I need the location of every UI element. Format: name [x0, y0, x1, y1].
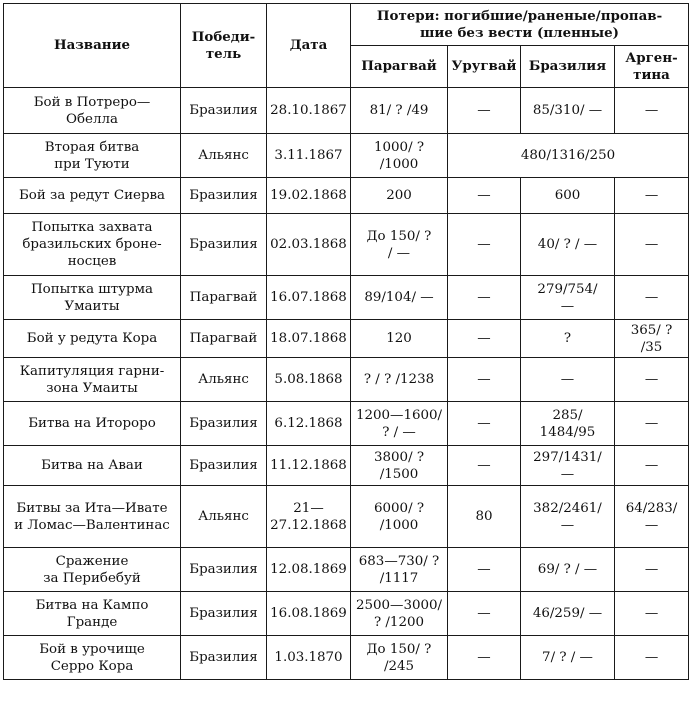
cell-date-line: 02.03.1868	[270, 237, 347, 252]
cell-uruguay-line: —	[477, 458, 491, 473]
cell-paraguay	[351, 178, 448, 214]
cell-argentina	[615, 592, 689, 636]
cell-uruguay	[448, 446, 521, 486]
cell-brazil	[521, 486, 615, 548]
cell-uruguay	[448, 486, 521, 548]
table-row	[4, 446, 689, 486]
cell-uruguay-line: —	[477, 372, 491, 387]
cell-paraguay-line: До 150/ ?	[366, 641, 432, 657]
cell-paraguay-line: ? / —	[382, 424, 416, 440]
cell-brazil	[521, 446, 615, 486]
cell-date	[267, 402, 351, 446]
table-row	[4, 402, 689, 446]
cell-name-line: Вторая битва	[44, 139, 140, 155]
cell-winner: Бразилия	[181, 446, 267, 486]
cell-brazil	[521, 592, 615, 636]
cell-name-line: при Туюти	[54, 156, 130, 172]
cell-name-line: Бой у редута Кора	[26, 331, 158, 346]
table-row	[4, 486, 689, 548]
cell-brazil	[521, 214, 615, 276]
cell-uruguay	[448, 320, 521, 358]
cell-brazil	[521, 276, 615, 320]
cell-brazil	[521, 358, 615, 402]
cell-brazil	[521, 636, 615, 680]
cell-name-line: за Перибебуй	[43, 570, 141, 586]
cell-uruguay-line: —	[477, 331, 491, 346]
cell-paraguay-line: 120	[386, 331, 412, 346]
cell-uruguay-line: —	[477, 188, 491, 203]
cell-date	[267, 178, 351, 214]
document-page	[3, 3, 689, 680]
cell-brazil-line: 279/754/	[537, 281, 598, 297]
cell-brazil	[521, 178, 615, 214]
cell-date	[267, 134, 351, 178]
cell-uruguay-line: —	[477, 562, 491, 577]
cell-name-line: Битвы за Ита—Ивате	[16, 500, 168, 516]
header-winner-line: тель	[205, 45, 242, 62]
cell-argentina-line: —	[644, 416, 659, 431]
cell-paraguay-line: 81/ ? /49	[369, 103, 429, 118]
cell-argentina	[615, 636, 689, 680]
cell-winner: Альянс	[181, 134, 267, 178]
cell-brazil-line: 285/	[552, 407, 583, 423]
cell-paraguay-line: 1200—1600/	[355, 407, 443, 423]
cell-uruguay	[448, 276, 521, 320]
cell-name	[4, 320, 181, 358]
cell-paraguay	[351, 358, 448, 402]
cell-date-line: 28.10.1867	[270, 103, 347, 118]
cell-date	[267, 446, 351, 486]
cell-date	[267, 548, 351, 592]
header-winner	[181, 4, 267, 88]
cell-brazil-line: 382/2461/	[533, 500, 602, 516]
cell-argentina-line: 64/283/	[625, 500, 678, 516]
table-row	[4, 134, 689, 178]
cell-brazil-line: —	[560, 298, 575, 314]
cell-date	[267, 358, 351, 402]
cell-winner: Бразилия	[181, 214, 267, 276]
cell-name-line: Гранде	[66, 614, 118, 630]
table-row	[4, 320, 689, 358]
cell-uruguay-line: —	[477, 290, 491, 305]
cell-name	[4, 178, 181, 214]
cell-date	[267, 592, 351, 636]
cell-name-line: Битва на Кампо	[35, 597, 149, 613]
cell-name-line: Капитуляция гарни-	[19, 363, 165, 379]
cell-paraguay	[351, 446, 448, 486]
cell-brazil	[521, 320, 615, 358]
cell-argentina	[615, 402, 689, 446]
cell-name	[4, 214, 181, 276]
cell-paraguay	[351, 214, 448, 276]
table-row	[4, 548, 689, 592]
cell-paraguay-line: 2500—3000/	[355, 597, 443, 613]
cell-date-line: 6.12.1868	[274, 416, 343, 431]
cell-name-line: носцев	[67, 254, 117, 269]
cell-uruguay	[448, 214, 521, 276]
table-row	[4, 178, 689, 214]
cell-date	[267, 486, 351, 548]
cell-date-line: 19.02.1868	[270, 188, 347, 203]
cell-date	[267, 636, 351, 680]
cell-name-line: Битва на Аваи	[41, 458, 143, 473]
cell-date-line: 21—	[293, 500, 324, 516]
header-argentina	[615, 46, 689, 88]
cell-winner: Бразилия	[181, 592, 267, 636]
cell-winner: Бразилия	[181, 402, 267, 446]
cell-argentina-line: —	[644, 237, 659, 252]
cell-argentina-line: —	[644, 290, 659, 305]
cell-date	[267, 276, 351, 320]
cell-paraguay-line: /1117	[379, 570, 419, 586]
header-date: Дата	[267, 4, 351, 88]
cell-date	[267, 214, 351, 276]
cell-brazil-line: —	[560, 466, 575, 482]
cell-brazil-line: —	[560, 517, 575, 533]
cell-brazil-line: ?	[563, 331, 572, 346]
cell-argentina	[615, 446, 689, 486]
cell-uruguay	[448, 592, 521, 636]
cell-argentina	[615, 320, 689, 358]
cell-name	[4, 636, 181, 680]
cell-name-line: Бой в урочище	[39, 641, 145, 657]
cell-brazil-line: 600	[554, 188, 581, 203]
cell-paraguay-line: /245	[383, 658, 415, 674]
cell-paraguay-line: /1500	[379, 466, 419, 482]
header-paraguay: Парагвай	[351, 46, 448, 88]
cell-winner: Альянс	[181, 486, 267, 548]
header-winner-line: Победи-	[191, 28, 256, 45]
cell-paraguay	[351, 636, 448, 680]
cell-name	[4, 592, 181, 636]
cell-argentina-line: —	[644, 650, 659, 665]
cell-argentina	[615, 178, 689, 214]
cell-name	[4, 402, 181, 446]
cell-brazil-line: 69/ ? / —	[537, 562, 598, 577]
cell-name-line: Бой в Потреро—	[33, 94, 151, 110]
table-row	[4, 636, 689, 680]
cell-paraguay-line: 683—730/ ?	[358, 553, 440, 569]
cell-paraguay	[351, 592, 448, 636]
cell-argentina-line: —	[644, 188, 659, 203]
cell-date-line: 12.08.1869	[270, 562, 347, 577]
cell-paraguay	[351, 134, 448, 178]
table-row	[4, 592, 689, 636]
header-argentina-line: тина	[633, 66, 670, 83]
cell-date-line: 27.12.1868	[270, 517, 347, 533]
cell-argentina	[615, 358, 689, 402]
cell-name	[4, 548, 181, 592]
cell-paraguay-line: 1000/ ?	[373, 139, 425, 155]
cell-name	[4, 88, 181, 134]
cell-argentina-line: —	[644, 458, 659, 473]
cell-winner: Альянс	[181, 358, 267, 402]
cell-allies-total	[448, 134, 689, 178]
cell-uruguay	[448, 402, 521, 446]
cell-argentina-line: /35	[640, 339, 663, 355]
cell-brazil-line: 40/ ? / —	[537, 237, 598, 252]
cell-argentina	[615, 276, 689, 320]
cell-date-line: 3.11.1867	[274, 148, 343, 163]
cell-brazil-line: 85/310/ —	[532, 103, 603, 118]
cell-paraguay	[351, 276, 448, 320]
header-losses	[351, 4, 689, 46]
cell-paraguay-line: До 150/ ?	[366, 228, 432, 244]
table-body	[4, 88, 689, 680]
cell-winner: Бразилия	[181, 178, 267, 214]
cell-paraguay-line: ? / ? /1238	[363, 372, 435, 387]
cell-date-line: 16.07.1868	[270, 290, 347, 305]
cell-name-line: Сражение	[55, 553, 129, 569]
cell-uruguay-line: —	[477, 103, 491, 118]
cell-paraguay-line: /1000	[379, 517, 419, 533]
cell-date	[267, 320, 351, 358]
cell-argentina-line: —	[644, 372, 659, 387]
cell-uruguay	[448, 636, 521, 680]
cell-uruguay-line: —	[477, 650, 491, 665]
cell-brazil-line: —	[560, 372, 575, 387]
cell-date-line: 1.03.1870	[274, 650, 343, 665]
cell-brazil	[521, 88, 615, 134]
cell-argentina	[615, 548, 689, 592]
header-name: Название	[4, 4, 181, 88]
cell-name	[4, 358, 181, 402]
cell-winner: Бразилия	[181, 548, 267, 592]
cell-paraguay-line: 89/104/ —	[364, 290, 434, 305]
cell-name-line: Попытка штурма	[30, 281, 154, 297]
cell-argentina	[615, 88, 689, 134]
cell-argentina-line: —	[644, 517, 659, 533]
cell-date-line: 11.12.1868	[270, 458, 347, 473]
cell-uruguay	[448, 88, 521, 134]
cell-date-line: 18.07.1868	[270, 331, 347, 346]
cell-paraguay	[351, 402, 448, 446]
cell-argentina-line: —	[644, 606, 659, 621]
cell-date-line: 5.08.1868	[274, 372, 343, 387]
cell-brazil-line: 46/259/ —	[532, 606, 603, 621]
cell-paraguay	[351, 548, 448, 592]
cell-paraguay-line: 3800/ ?	[373, 449, 425, 465]
cell-name	[4, 276, 181, 320]
cell-name	[4, 486, 181, 548]
cell-name-line: Битва на Итороро	[28, 416, 156, 431]
cell-uruguay	[448, 548, 521, 592]
cell-name-line: бразильских броне-	[22, 237, 162, 252]
cell-winner: Парагвай	[181, 276, 267, 320]
cell-uruguay-line: 80	[475, 509, 493, 524]
header-brazil: Бразилия	[521, 46, 615, 88]
cell-name-line: Умаиты	[64, 298, 120, 314]
header-argentina-line: Арген-	[625, 49, 678, 66]
header-losses-line: шие без вести (пленные)	[420, 24, 620, 41]
cell-winner: Бразилия	[181, 636, 267, 680]
cell-argentina-line: —	[644, 562, 659, 577]
cell-paraguay	[351, 486, 448, 548]
header-uruguay: Уругвай	[448, 46, 521, 88]
cell-name-line: Попытка захвата	[31, 220, 153, 235]
cell-winner: Парагвай	[181, 320, 267, 358]
cell-uruguay	[448, 178, 521, 214]
cell-brazil	[521, 402, 615, 446]
header-row-main	[4, 4, 689, 46]
cell-name	[4, 134, 181, 178]
table-row	[4, 88, 689, 134]
cell-name-line: Серро Кора	[50, 658, 134, 674]
cell-paraguay	[351, 320, 448, 358]
cell-brazil-line: 297/1431/	[533, 449, 602, 465]
cell-date	[267, 88, 351, 134]
cell-argentina	[615, 214, 689, 276]
table-row	[4, 276, 689, 320]
table-row	[4, 358, 689, 402]
cell-name-line: зона Умаиты	[46, 380, 138, 396]
cell-name	[4, 446, 181, 486]
cell-brazil-line: 7/ ? / —	[542, 650, 593, 665]
cell-paraguay-line: ? /1200	[373, 614, 425, 630]
battle-losses-table	[3, 3, 689, 680]
cell-brazil	[521, 548, 615, 592]
cell-uruguay	[448, 358, 521, 402]
cell-argentina	[615, 486, 689, 548]
cell-uruguay-line: —	[477, 237, 491, 252]
header-losses-line: Потери: погибшие/раненые/пропав-	[376, 7, 663, 24]
cell-brazil-line: 1484/95	[539, 424, 596, 440]
cell-allies-total-line: 480/1316/250	[520, 148, 616, 163]
cell-paraguay-line: / —	[387, 245, 411, 261]
cell-uruguay-line: —	[477, 606, 491, 621]
cell-paraguay	[351, 88, 448, 134]
cell-name-line: и Ломас—Валентинас	[14, 517, 170, 533]
table-row	[4, 214, 689, 276]
cell-paraguay-line: 200	[386, 188, 412, 203]
cell-uruguay-line: —	[477, 416, 491, 431]
cell-date-line: 16.08.1869	[270, 606, 347, 621]
cell-paraguay-line: /1000	[379, 156, 419, 172]
cell-argentina-line: —	[644, 103, 659, 118]
cell-argentina-line: 365/ ?	[630, 322, 673, 338]
cell-winner: Бразилия	[181, 88, 267, 134]
cell-paraguay-line: 6000/ ?	[373, 500, 425, 516]
cell-name-line: Бой за редут Сиерва	[18, 188, 166, 203]
cell-name-line: Обелла	[66, 111, 118, 127]
